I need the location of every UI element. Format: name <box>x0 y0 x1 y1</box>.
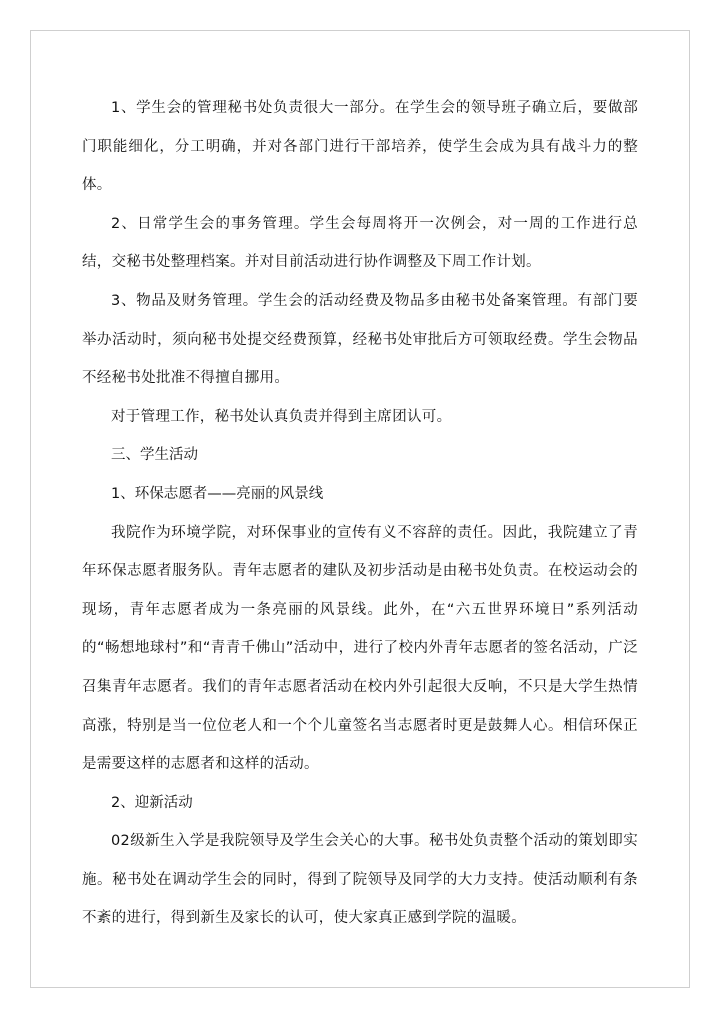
subheading-welcome-activity: 2、迎新活动 <box>111 794 193 811</box>
paragraph-management-summary: 对于管理工作，秘书处认真负责并得到主席团认可。 <box>111 408 452 425</box>
document-body <box>82 89 638 938</box>
subheading-environmental-volunteers: 1、环保志愿者——亮丽的风景线 <box>111 485 324 502</box>
section-heading-student-activities: 三、学生活动 <box>111 447 198 464</box>
paragraph-daily-affairs: 2、日常学生会的事务管理。学生会每周将开一次例会，对一周的工作进行总结，交秘书处整理档案。并对目前活动进行协作调整及下周工作计划。 <box>82 215 638 271</box>
paragraph-goods-finance: 3、物品及财务管理。学生会的活动经费及物品多由秘书处备案管理。有部门要举办活动时，须向秘书处提交经费预算，经秘书处审批后方可领取经费。学生会物品不经秘书处批准不得擅自挪用。 <box>82 292 638 387</box>
paragraph-volunteers: 我院作为环境学院，对环保事业的宣传有义不容辞的责任。因此，我院建立了青年环保志愿者服务队。青年志愿者的建队及初步活动是由秘书处负责。在校运动会的现场，青年志愿者成为一条亮丽的风景线。此外，在“六五世界环境日”系列活动的“畅想地球村”和“青青千佛山”活动中，进行了校内外青年志愿者的签名活动，广泛召集青年志愿者。我们的青年志愿者活动在校内外引起很大反响，不只是大学生热情高涨，特别是当一位位老人和一个个儿童签名当志愿者时更是鼓舞人心。相信环保正是需要这样的志愿者和这样的活动。 <box>82 524 638 773</box>
paragraph-welcome-activity: 02级新生入学是我院领导及学生会关心的大事。秘书处负责整个活动的策划即实施。秘书处在调动学生会的同时，得到了院领导及同学的大力支持。使活动顺利有条不紊的进行，得到新生及家长的认可，使大家真正感到学院的温暖。 <box>82 833 638 927</box>
paragraph-secretariat-management: 1、学生会的管理秘书处负责很大一部分。在学生会的领导班子确立后，要做部门职能细化，分工明确，并对各部门进行干部培养，使学生会成为具有战斗力的整体。 <box>82 100 638 194</box>
